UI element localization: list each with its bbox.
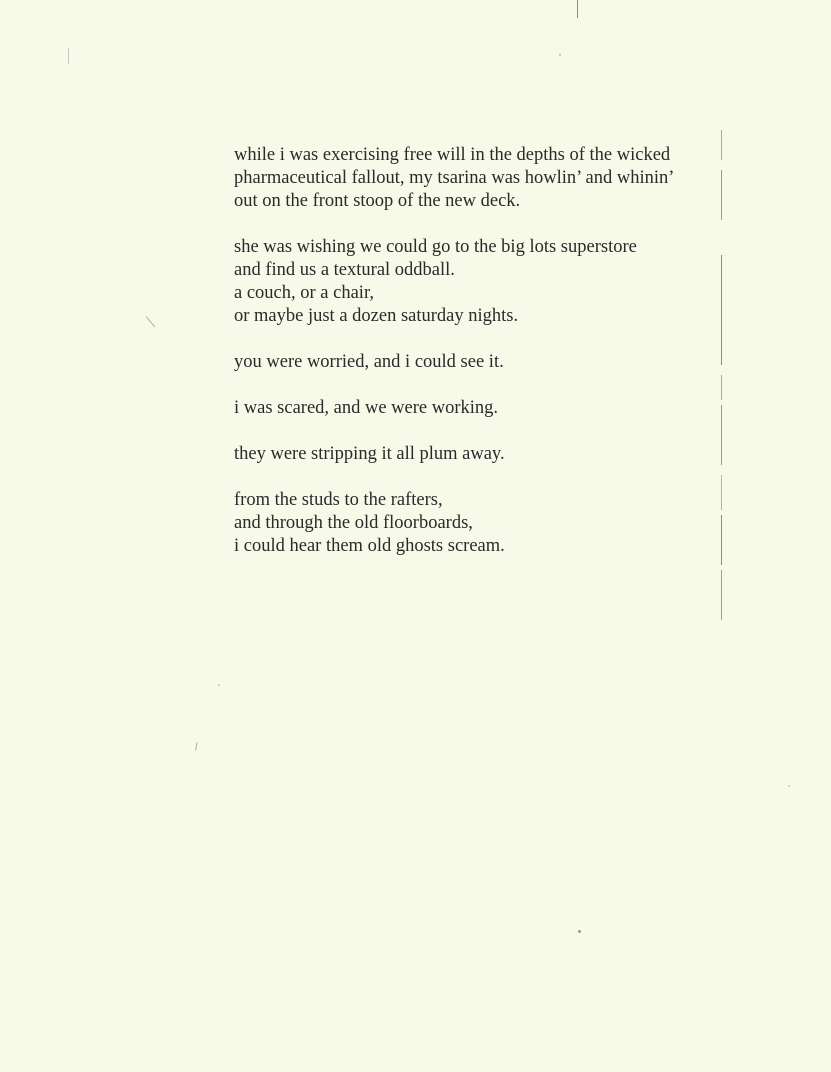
poem-stanza xyxy=(234,144,724,213)
scan-artifact xyxy=(218,684,220,686)
poem-line: a couch, or a chair, xyxy=(234,283,374,303)
poem-stanza xyxy=(234,489,724,558)
poem-line: pharmaceutical fallout, my tsarina was howlin’ and whinin’ xyxy=(234,168,675,188)
poem-line: they were stripping it all plum away. xyxy=(234,444,505,464)
poem-line: and find us a textural oddball. xyxy=(234,260,455,280)
poem-body xyxy=(234,144,724,581)
poem-line: while i was exercising free will in the depths of the wicked xyxy=(234,145,671,165)
scan-artifact xyxy=(146,316,156,327)
scan-artifact xyxy=(195,742,197,750)
scan-artifact xyxy=(559,54,561,56)
poem-line: she was wishing we could go to the big lots superstore xyxy=(234,237,637,257)
poem-line: i was scared, and we were working. xyxy=(234,398,499,418)
scan-artifact xyxy=(788,785,790,787)
poem-line: from the studs to the rafters, xyxy=(234,490,443,510)
poem-line: or maybe just a dozen saturday nights. xyxy=(234,306,519,326)
poem-line: and through the old floorboards, xyxy=(234,513,473,533)
poem-stanza xyxy=(234,236,724,328)
poem-line: you were worried, and i could see it. xyxy=(234,352,504,372)
poem-line: out on the front stoop of the new deck. xyxy=(234,191,521,211)
scan-artifact xyxy=(68,48,69,64)
scan-artifact xyxy=(578,930,581,933)
poem-stanza xyxy=(234,443,724,466)
poem-line: i could hear them old ghosts scream. xyxy=(234,536,505,556)
poem-stanza xyxy=(234,351,724,374)
scan-artifact xyxy=(577,0,578,18)
poem-stanza xyxy=(234,397,724,420)
